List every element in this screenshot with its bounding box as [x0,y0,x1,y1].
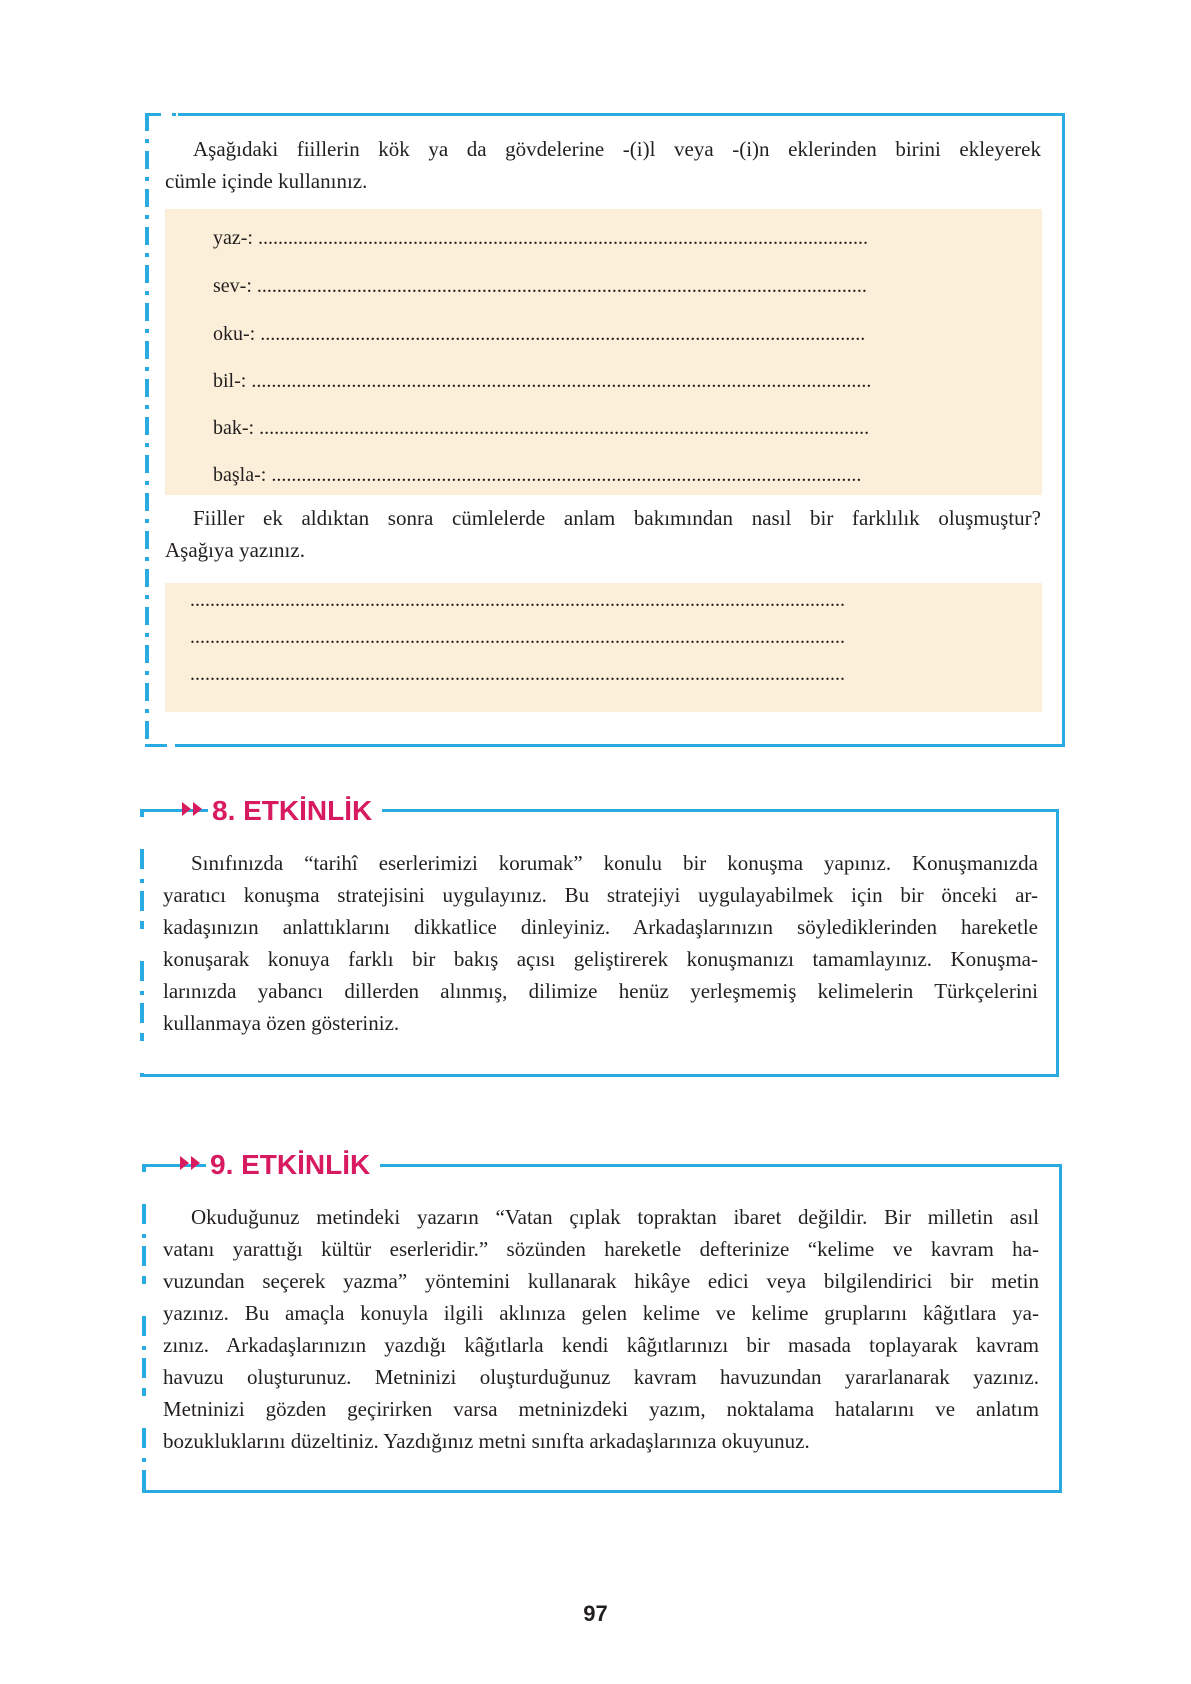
activity-8-line: larınızda yabancı dillerden alınmış, dilimize henüz yerleşmemiş kelimelerin Türkçelerini [163,979,1038,1003]
activity-9-line: yazınız. Bu amaçla konuyla ilgili aklınıza gelen kelime ve kelime gruplarını kâğıtlara ya- [163,1301,1039,1325]
activity-8-text [163,847,1038,1039]
free-answer-pane[interactable] [165,583,1042,712]
verb-row[interactable]: bil-: ............................................................................................................................ [213,370,872,392]
verb-row[interactable]: sev-: .......................................................................................................................... [213,275,867,297]
answer-line[interactable]: ................................................................................................................................... [190,589,845,611]
activity-9-line: vatanı yarattığı kültür eserleridir.” sözünden hareketle defterinize “kelime ve kavram ha- [163,1237,1039,1261]
verb-row[interactable]: başla-: ...................................................................................................................... [213,464,862,486]
verb-answer-pane [165,209,1042,495]
verb-row[interactable]: oku-: ......................................................................................................................... [213,323,866,345]
task-question-line: Aşağıya yazınız. [165,538,305,562]
double-arrow-icon [180,799,208,819]
activity-9-title: 9. ETKİNLİK [206,1149,380,1181]
activity-8-line: konuşarak konuya farklı bir bakış açısı geliştirerek konuşmanızı tamamlayınız. Konuşma- [163,947,1038,971]
activity-8-line: kadaşınızın anlattıklarını dikkatlice dinleyiniz. Arkadaşlarınızın söylediklerinden hareketle [163,915,1038,939]
activity-9-line: havuzu oluşturunuz. Metninizi oluşturduğunuz kavram havuzundan yararlanarak yazınız. [163,1365,1039,1389]
activity-8-box [0,780,1191,1100]
page-number: 97 [583,1601,608,1626]
task-intro [165,133,1041,197]
answer-line[interactable]: ................................................................................................................................... [190,663,845,685]
task-intro-line: Aşağıdaki fiillerin kök ya da gövdelerine -(i)l veya -(i)n eklerinden birini ekleyerek [193,137,1041,161]
activity-8-line: kullanmaya özen gösteriniz. [163,1011,400,1035]
verb-row[interactable]: bak-: .......................................................................................................................... [213,417,870,439]
activity-9-line: zınız. Arkadaşlarınızın yazdığı kâğıtlarla kendi kâğıtlarınızı bir masada toplayarak kavram [163,1333,1039,1357]
task-question-line: Fiiller ek aldıktan sonra cümlelerde anlam bakımından nasıl bir farklılık oluşmuştur? [193,506,1041,530]
activity-8-title: 8. ETKİNLİK [208,795,382,827]
task-box-dashed-edge [145,113,149,747]
activity-9-box [0,1135,1191,1505]
activity-9-line: Okuduğunuz metindeki yazarın “Vatan çıplak topraktan ibaret değildir. Bir milletin asıl [191,1205,1039,1229]
activity-9-line: bozukluklarını düzeltiniz. Yazdığınız metni sınıfta arkadaşlarınıza okuyunuz. [163,1429,810,1453]
activity-9-line: Metninizi gözden geçirirken varsa metninizdeki yazım, noktalama hatalarını ve anlatım [163,1397,1039,1421]
activity-9-text [163,1201,1039,1457]
task-intro-line: cümle içinde kullanınız. [165,169,368,193]
answer-line[interactable]: ................................................................................................................................... [190,626,845,648]
activity-9-line: vuzundan seçerek yazma” yöntemini kullanarak hikâye edici veya bilgilendirici bir metin [163,1269,1039,1293]
double-arrow-icon [178,1153,206,1173]
verb-row[interactable]: yaz-: .......................................................................................................................... [213,227,868,249]
task-box [0,0,1191,760]
activity-8-line: yaratıcı konuşma stratejisini uygulayınız. Bu stratejiyi uygulayabilmek için bir önceki ar- [163,883,1038,907]
activity-8-line: Sınıfınızda “tarihî eserlerimizi korumak” konulu bir konuşma yapınız. Konuşmanızda [191,851,1038,875]
task-question [165,502,1041,566]
